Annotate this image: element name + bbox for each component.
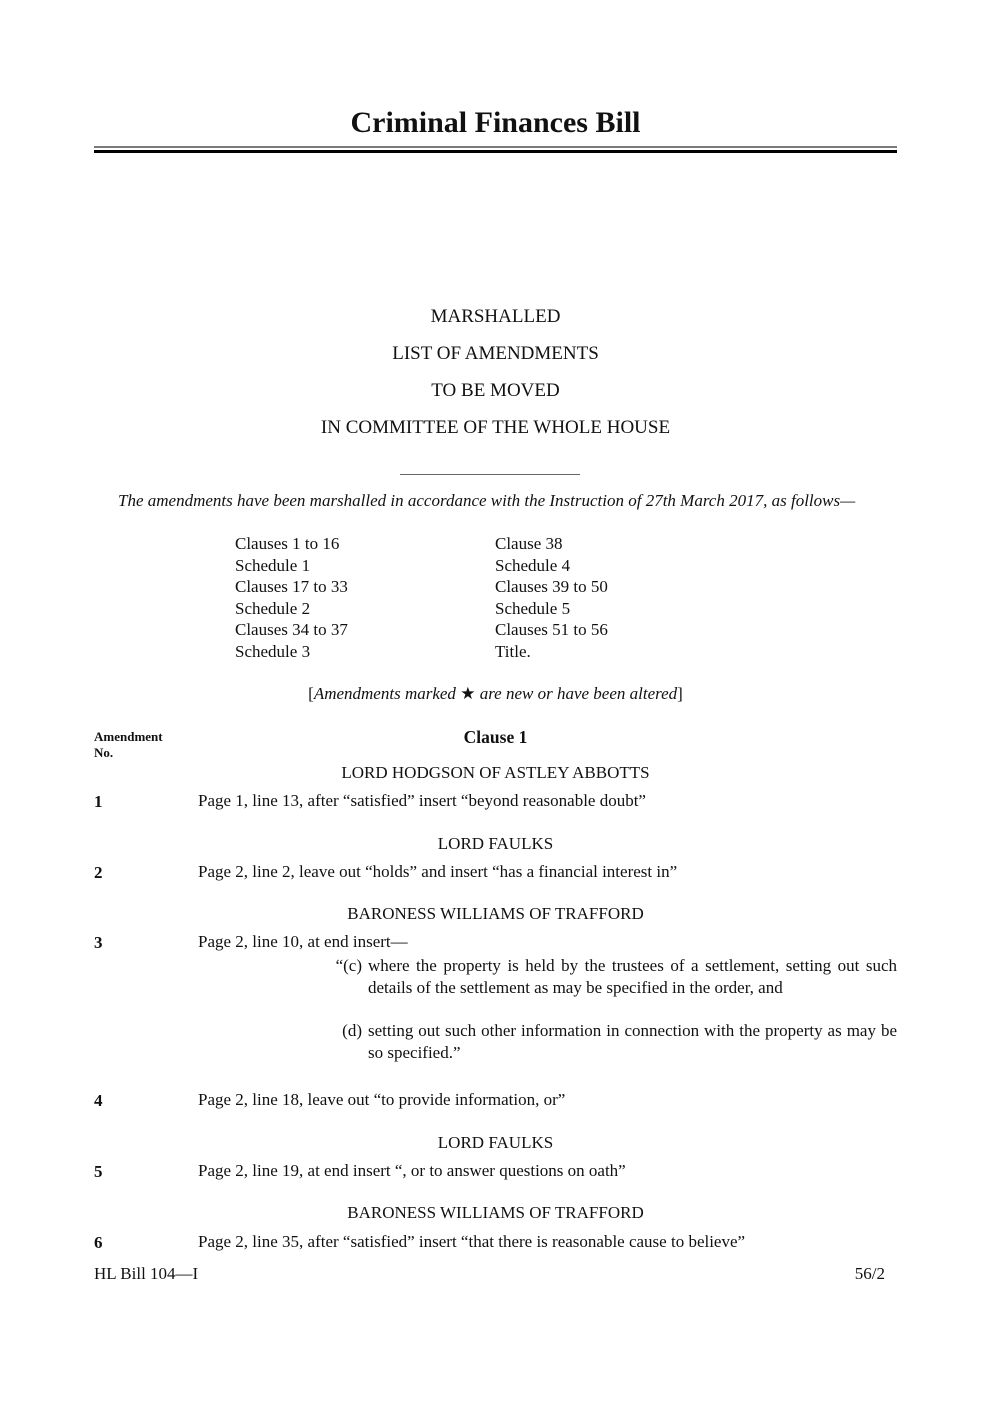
- sponsor-name: BARONESS WILLIAMS OF TRAFFORD: [347, 1203, 644, 1222]
- intro-text: The amendments have been marshalled in accordance with the Instruction of 27th March 2017, as follows—: [118, 491, 856, 510]
- amendment-number: 2: [94, 863, 103, 882]
- order-item: Clauses 1 to 16: [235, 534, 340, 553]
- note-text-after: are new or have been altered: [475, 684, 678, 703]
- amendment-text: Page 2, line 10, at end insert—: [198, 932, 408, 951]
- paragraph-text: setting out such other information in connection with the property as may be so specified.”: [368, 1021, 897, 1062]
- inserted-paragraphs: [0, 955, 991, 1065]
- paragraph-label: (d): [342, 1021, 362, 1040]
- bill-title: Criminal Finances Bill: [350, 106, 641, 139]
- heading-line-1: MARSHALLED: [430, 306, 561, 327]
- separator-rule: [400, 474, 580, 475]
- order-list-left: [235, 533, 348, 662]
- clause-heading: Clause 1: [463, 727, 528, 747]
- order-item: Schedule 2: [235, 598, 311, 618]
- page-reference: 56/2: [854, 1264, 885, 1283]
- order-item: Schedule 4: [495, 555, 571, 575]
- sponsor-name: LORD FAULKS: [437, 834, 554, 853]
- star-icon: ★: [460, 684, 476, 703]
- bill-reference: HL Bill 104—I: [94, 1264, 199, 1283]
- amendment-text: Page 1, line 13, after “satisfied” insert “beyond reasonable doubt”: [198, 791, 646, 810]
- title-rule-thick: [94, 150, 897, 153]
- heading-line-4: IN COMMITTEE OF THE WHOLE HOUSE: [320, 417, 671, 438]
- paragraph-text: where the property is held by the trustees of a settlement, setting out such details of the settlement as may be specified in the order, and: [368, 956, 897, 997]
- bracket-close: ]: [677, 684, 683, 703]
- order-item: Clauses 34 to 37: [235, 620, 348, 639]
- order-list-right: [495, 533, 608, 662]
- amendment-number: 5: [94, 1162, 103, 1181]
- sponsor-name: LORD FAULKS: [437, 1133, 554, 1152]
- order-item: Clauses 39 to 50: [495, 577, 608, 596]
- header-line-1: Amendment: [94, 729, 163, 744]
- marshalling-intro: [94, 490, 897, 512]
- order-item: Schedule 1: [235, 555, 311, 575]
- amendment-number: 3: [94, 933, 103, 952]
- sponsor-name: LORD HODGSON OF ASTLEY ABBOTTS: [341, 763, 650, 782]
- order-item: Clauses 51 to 56: [495, 620, 608, 639]
- order-item: Schedule 5: [495, 598, 571, 618]
- bracket-open: [: [308, 684, 314, 703]
- heading-line-2: LIST OF AMENDMENTS: [392, 343, 599, 364]
- order-item: Title.: [495, 641, 531, 661]
- amendment-text: Page 2, line 35, after “satisfied” insert “that there is reasonable cause to believe”: [198, 1232, 746, 1251]
- order-item: Clause 38: [495, 534, 563, 553]
- title-rule-thin: [94, 146, 897, 148]
- amendment-number: 6: [94, 1233, 103, 1252]
- note-text-before: Amendments marked: [313, 684, 461, 703]
- amendment-number: 1: [94, 792, 103, 811]
- paragraph-label: “(c): [335, 956, 362, 975]
- amendment-text: Page 2, line 18, leave out “to provide information, or”: [198, 1090, 566, 1109]
- amendment-number: 4: [94, 1091, 103, 1110]
- order-item: Schedule 3: [235, 641, 311, 661]
- altered-amendments-note: [0, 684, 991, 704]
- amendment-text: Page 2, line 2, leave out “holds” and insert “has a financial interest in”: [198, 862, 678, 881]
- heading-line-3: TO BE MOVED: [431, 380, 560, 401]
- header-line-2: No.: [94, 745, 114, 760]
- amendment-text: Page 2, line 19, at end insert “, or to answer questions on oath”: [198, 1161, 626, 1180]
- order-item: Clauses 17 to 33: [235, 577, 348, 596]
- sponsor-name: BARONESS WILLIAMS OF TRAFFORD: [347, 904, 644, 923]
